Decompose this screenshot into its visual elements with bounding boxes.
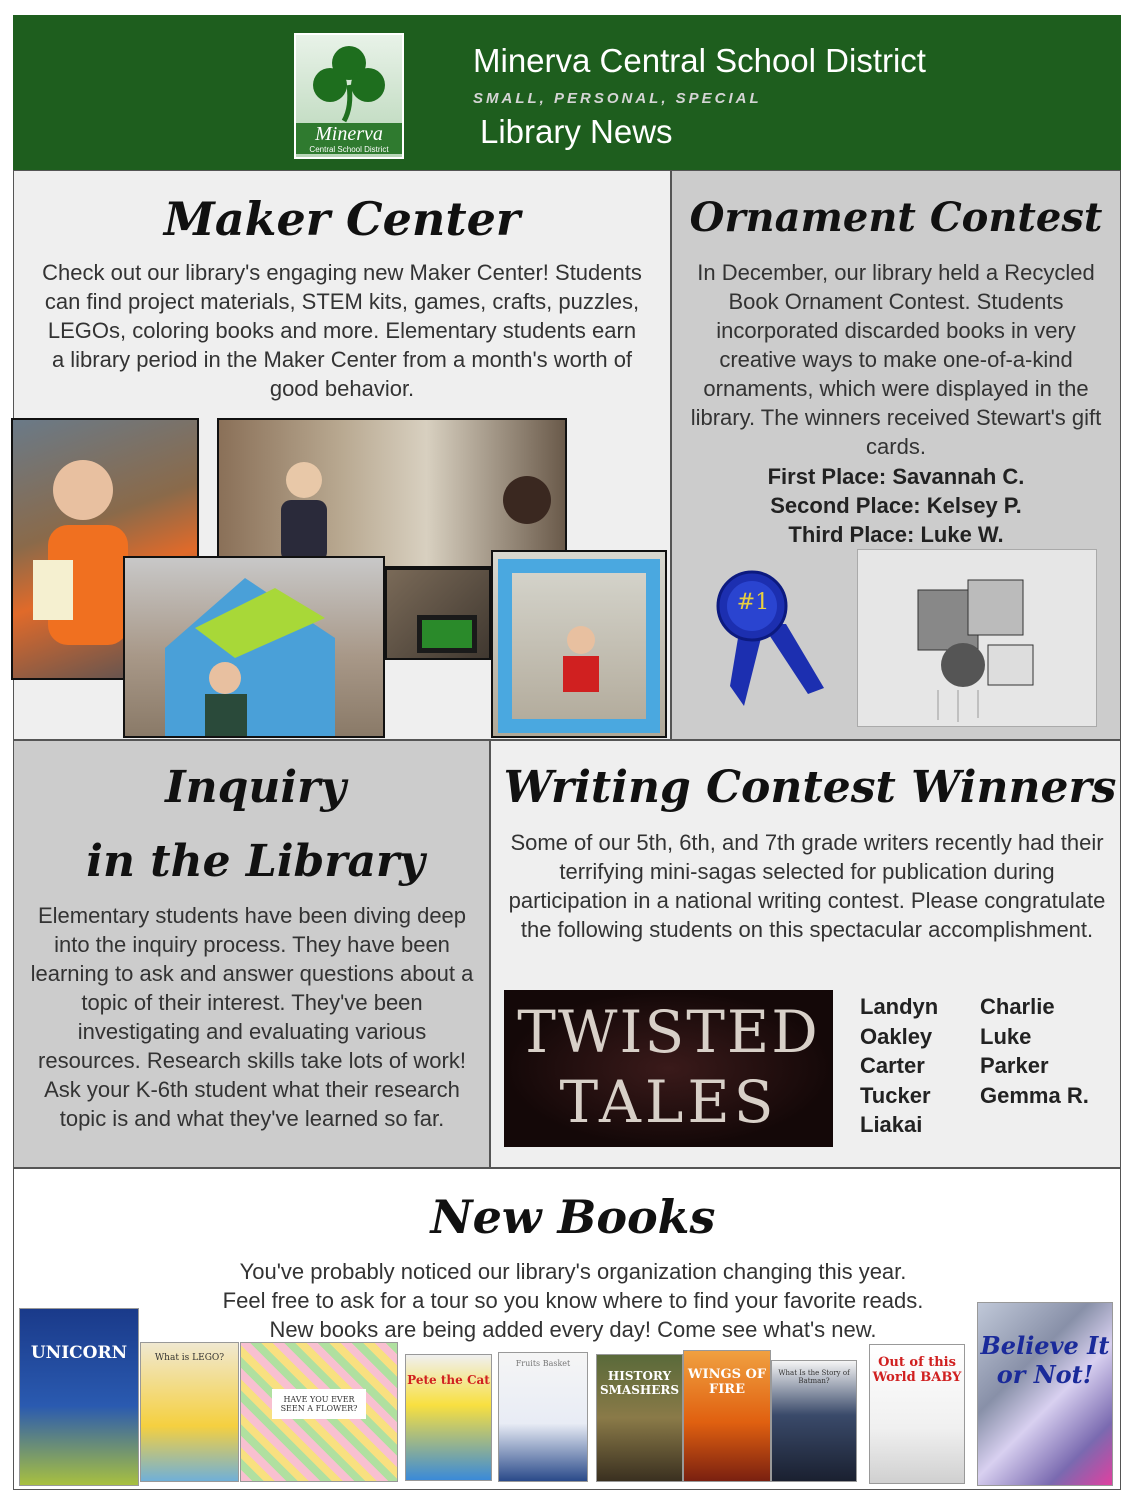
ornament-photo (857, 549, 1097, 727)
maker-photo-blue-cage (491, 550, 667, 738)
book-cover-batman (771, 1360, 857, 1482)
maker-photo-classroom (217, 418, 567, 568)
writing-contest-text: Some of our 5th, 6th, and 7th grade writers recently had their terrifying mini-sagas selected for publication during participation in a national writing contest. Please congratulate the following students on this spectacular accomplishment. (508, 830, 1106, 942)
writing-winners-col2 (980, 992, 1089, 1110)
book-cover-flower (240, 1342, 398, 1482)
book-cover-believe-it (977, 1302, 1113, 1486)
inquiry-title-line1: Inquiry (165, 762, 346, 813)
maker-photo-blue-house (123, 556, 385, 738)
writing-winner: Parker (980, 1053, 1049, 1078)
district-logo (294, 33, 404, 159)
book-title: What is LEGO? (154, 1353, 225, 1363)
book-title: Fruits Basket (515, 1359, 571, 1368)
banner-line1: TWISTED (517, 998, 820, 1066)
block-cage-icon (493, 552, 665, 736)
ornament-second-place: Second Place: Kelsey P. (770, 493, 1022, 518)
logo-subtext: Central School District (296, 145, 402, 154)
ribbon-icon (712, 566, 837, 711)
writing-winner: Landyn (860, 994, 939, 1019)
book-title: Pete the Cat (407, 1373, 490, 1387)
writing-winner: Charlie (980, 994, 1055, 1019)
book-cover-pete-the-cat (405, 1354, 492, 1481)
book-title: HISTORY SMASHERS (599, 1369, 680, 1397)
book-title: WINGS OF FIRE (687, 1367, 767, 1397)
new-books-title: New Books (430, 1190, 716, 1244)
book-cover-wings-of-fire (683, 1350, 771, 1482)
writing-winner: Tucker (860, 1082, 931, 1108)
maker-center-title: Maker Center (163, 192, 521, 246)
ornament-contest-title: Ornament Contest (689, 194, 1103, 241)
writing-winner: Luke (980, 1023, 1032, 1049)
inquiry-title-line2: in the Library (86, 836, 425, 887)
writing-winner: Gemma R. (980, 1082, 1089, 1108)
maker-center-text: Check out our library's engaging new Maker Center! Students can find project materials, STEM kits, games, crafts, puzzles, LEGOs, coloring books and more. Elementary students earn a library period in the Maker Center from a month's worth of good behavior. (42, 260, 642, 401)
banner-line2: TALES (559, 1068, 778, 1136)
writing-winner: Oakley (860, 1023, 933, 1049)
twisted-tales-banner (504, 990, 833, 1147)
maker-photo-table (385, 568, 491, 660)
book-cover-unicorn (19, 1308, 139, 1486)
inquiry-text: Elementary students have been diving deep into the inquiry process. They have been learning to ask and answer questions about a topic of their interest. They've been investigating and evaluating various resources. Research skills take lots of work! Ask your K-6th student what their research topic is and what they've learned so far. (30, 903, 474, 1131)
book-cover-baby (869, 1344, 965, 1484)
writing-winner: Carter (860, 1053, 925, 1078)
new-books-line3: New books are being added every day! Come see what's new. (269, 1317, 877, 1342)
book-title: What Is the Story of Batman? (778, 1369, 850, 1385)
tagline: SMALL, PERSONAL, SPECIAL (473, 90, 762, 107)
book-cover-manga (498, 1352, 588, 1482)
writing-winners-col1 (860, 992, 938, 1140)
table-figure-icon (387, 570, 489, 658)
book-title: Believe It or Not! (980, 1331, 1110, 1389)
newsletter-title: Library News (480, 113, 673, 150)
ornament-contest-text: In December, our library held a Recycled Book Ornament Contest. Students incorporated discarded books in very creative ways to make one-of-a-kind ornaments, which were displayed in the library. The winners received Stewart's gift cards. (690, 260, 1102, 459)
ribbon-label: #1 (736, 590, 770, 615)
book-title: HAVE YOU EVER SEEN A FLOWER? (272, 1389, 366, 1419)
students-figure-icon (219, 420, 565, 566)
writing-contest-title: Writing Contest Winners (503, 762, 1117, 813)
new-books-line2: Feel free to ask for a tour so you know where to find your favorite reads. (222, 1288, 924, 1313)
logo-text: Minerva (296, 123, 402, 146)
book-cover-history-smashers (596, 1354, 683, 1482)
district-name: Minerva Central School District (473, 42, 926, 79)
new-books-line1: You've probably noticed our library's organization changing this year. (239, 1259, 907, 1284)
ornament-first-place: First Place: Savannah C. (767, 464, 1025, 489)
block-house-icon (125, 558, 383, 736)
shamrock-icon (308, 41, 390, 123)
ornament-third-place: Third Place: Luke W. (788, 522, 1004, 547)
writing-winner: Liakai (860, 1112, 923, 1137)
book-title: UNICORN (30, 1343, 128, 1363)
book-ornament-icon (858, 550, 1096, 726)
book-cover-lego (140, 1342, 239, 1482)
book-title: Out of this World BABY (872, 1355, 962, 1385)
